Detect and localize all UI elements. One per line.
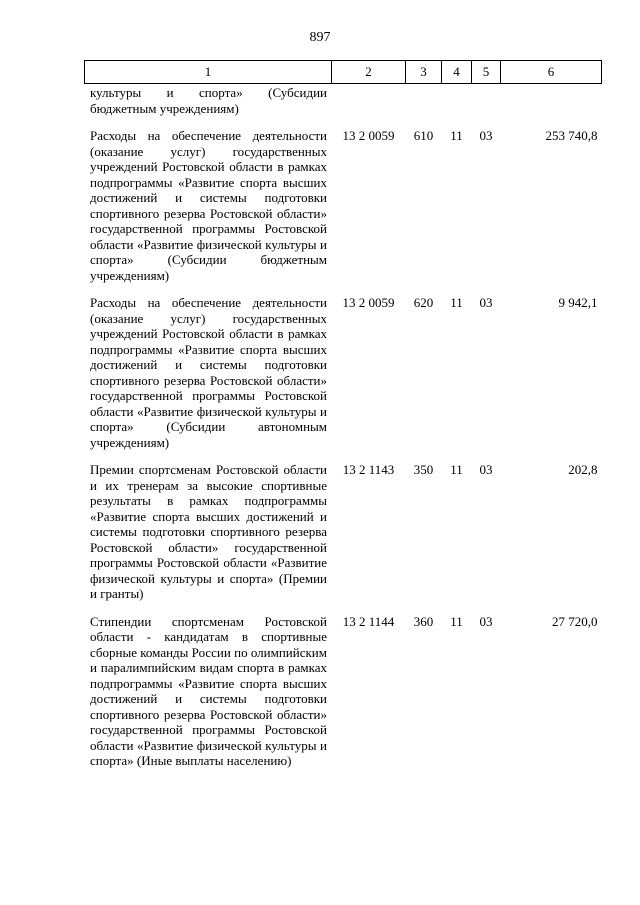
column-header-5: 5: [472, 61, 501, 84]
row-description: культуры и спорта» (Субсидии бюджетным учреждениям): [90, 85, 327, 116]
row-amount: 202,8: [568, 462, 598, 477]
row-subsection: 03: [479, 128, 493, 143]
row-amount: 9 942,1: [558, 295, 598, 310]
page-number: 897: [309, 30, 331, 45]
row-expense-type: 350: [413, 462, 434, 477]
row-subsection: [472, 84, 501, 117]
row-spacer: [85, 450, 602, 461]
row-section: 11: [450, 295, 463, 310]
row-subsection: 03: [479, 462, 493, 477]
column-number-header-row: [85, 61, 602, 84]
table-row: [85, 461, 602, 602]
row-expense-type: 610: [413, 128, 434, 143]
row-amount: [501, 84, 602, 117]
row-spacer: [85, 116, 602, 127]
table-row: [85, 294, 602, 450]
row-section: 11: [450, 613, 463, 629]
budget-table: [84, 60, 602, 769]
row-description: Премии спортсменам Ростовской области и их тренерам за высокие спортивные результаты в рамках подпрограммы «Развитие спорта высших достижений и системы подготовки спортивного резерва Ростовской области» государственной программы Ростовской области «Развитие физической культуры и спорта» (Премии и гранты): [90, 462, 327, 601]
column-header-2: 2: [332, 61, 406, 84]
row-expense-type: 360: [413, 613, 434, 629]
row-description: Расходы на обеспечение деятельности (оказание услуг) государственных учреждений Ростовской области в рамках подпрограммы «Развитие спорта высших достижений и системы подготовки спортивного резерва Ростовской области» государственной программы Ростовской области «Развитие физической культуры и спорта» (Субсидии бюджетным учреждениям): [90, 128, 327, 283]
row-description: Расходы на обеспечение деятельности (оказание услуг) государственных учреждений Ростовской области в рамках подпрограммы «Развитие спорта высших достижений и системы подготовки спортивного резерва Ростовской области» государственной программы Ростовской области «Развитие физической культуры и спорта» (Субсидии автономным учреждениям): [90, 295, 327, 450]
row-expense-type: [406, 84, 442, 117]
row-spacer: [85, 602, 602, 613]
row-section: [442, 84, 472, 117]
row-section: 11: [450, 462, 463, 477]
row-target-article: 13 2 1143: [342, 462, 395, 477]
row-spacer: [85, 283, 602, 294]
row-subsection: 03: [479, 613, 493, 629]
row-target-article: 13 2 0059: [342, 128, 395, 143]
table-row: [85, 613, 602, 769]
column-header-1: 1: [85, 61, 332, 84]
row-section: 11: [450, 128, 463, 143]
row-amount: 253 740,8: [545, 128, 598, 143]
row-target-article: [332, 84, 406, 117]
row-subsection: 03: [479, 295, 493, 310]
table-row: [85, 84, 602, 117]
row-description: Стипендии спортсменам Ростовской области - кандидатам в спортивные сборные команды России по олимпийским и паралимпийским видам спорта в рамках подпрограммы «Развитие спорта высших достижений и системы подготовки спортивного резерва Ростовской области» государственной программы Ростовской области «Развитие физической культуры и спорта» (Иные выплаты населению): [90, 613, 327, 768]
table-row: [85, 127, 602, 283]
column-header-3: 3: [406, 61, 442, 84]
column-header-4: 4: [442, 61, 472, 84]
row-expense-type: 620: [413, 295, 434, 310]
column-header-6: 6: [501, 61, 602, 84]
row-amount: 27 720,0: [552, 613, 598, 629]
row-target-article: 13 2 1144: [342, 613, 395, 629]
row-target-article: 13 2 0059: [342, 295, 395, 310]
